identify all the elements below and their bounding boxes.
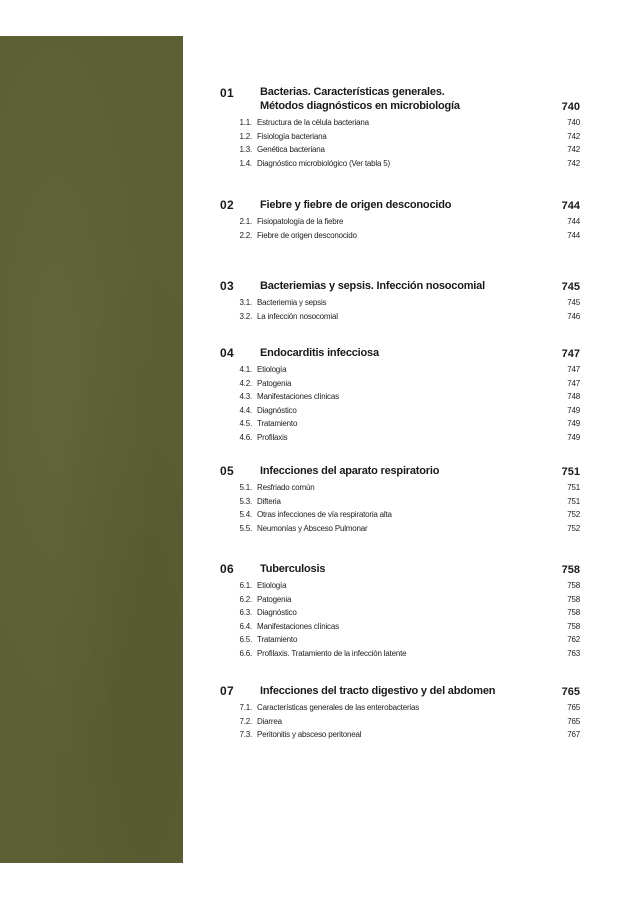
chapter-heading	[220, 464, 580, 478]
chapter-title-line: Infecciones del tracto digestivo y del abdomen	[260, 684, 496, 697]
section-number: 2.2.	[239, 230, 252, 240]
section-row	[220, 715, 580, 729]
section-page-number: 767	[567, 730, 580, 740]
section-page-number: 740	[567, 118, 580, 127]
section-row	[220, 157, 580, 171]
section-title: Neumonías y Absceso Pulmonar	[257, 523, 368, 533]
section-title: Difteria	[257, 496, 281, 506]
section-page-number: 758	[567, 608, 580, 618]
chapter-title	[260, 199, 540, 213]
section-page-number: 749	[567, 419, 580, 429]
side-color-panel	[0, 36, 183, 863]
section-row	[220, 143, 580, 157]
chapter-page-number: 758	[561, 564, 580, 576]
section-title: Resfriado común	[257, 483, 315, 492]
chapter-title	[260, 347, 540, 361]
section-number: 6.2.	[239, 594, 252, 604]
section-title: La infección nosocomial	[257, 311, 338, 321]
section-row	[220, 701, 580, 715]
chapter-05	[220, 464, 580, 535]
chapter-page-number: 740	[561, 101, 580, 113]
chapter-heading	[220, 346, 580, 360]
chapter-number: 03	[220, 279, 234, 293]
section-number: 5.4.	[239, 510, 252, 520]
section-title: Diagnóstico microbiológico (Ver tabla 5)	[257, 158, 390, 168]
section-number: 5.5.	[239, 523, 252, 533]
section-title: Tratamiento	[257, 635, 298, 645]
section-page-number: 744	[567, 217, 580, 226]
section-row	[220, 647, 580, 661]
section-number: 6.1.	[239, 581, 252, 590]
section-list	[220, 701, 580, 742]
section-title: Diarrea	[257, 716, 282, 726]
chapter-title	[260, 465, 540, 479]
chapter-page-number: 744	[561, 200, 580, 212]
section-page-number: 749	[567, 432, 580, 442]
section-number: 3.2.	[239, 311, 252, 321]
section-title: Fisiología bacteriana	[257, 131, 327, 141]
section-row	[220, 404, 580, 418]
section-page-number: 758	[567, 581, 580, 590]
section-row	[220, 633, 580, 647]
section-page-number: 748	[567, 392, 580, 402]
section-number: 6.5.	[239, 635, 252, 645]
section-row	[220, 728, 580, 742]
section-list	[220, 363, 580, 445]
section-title: Características generales de las enterobacterias	[257, 703, 420, 712]
section-number: 4.5.	[239, 419, 252, 429]
chapter-heading	[220, 279, 580, 293]
section-list	[220, 215, 580, 242]
chapter-heading	[220, 86, 580, 113]
section-page-number: 758	[567, 594, 580, 604]
section-number: 4.2.	[239, 378, 252, 388]
section-page-number: 745	[567, 298, 580, 307]
section-row	[220, 417, 580, 431]
section-page-number: 747	[567, 378, 580, 388]
section-page-number: 744	[567, 230, 580, 240]
section-title: Bacteriemia y sepsis	[257, 298, 327, 307]
section-number: 4.4.	[239, 405, 252, 415]
chapter-page-number: 765	[561, 686, 580, 698]
section-row	[220, 620, 580, 634]
chapter-title	[260, 685, 540, 699]
section-number: 3.1.	[239, 298, 252, 307]
chapter-page-number: 751	[561, 466, 580, 478]
chapter-title-line: Bacterias. Características generales.	[260, 86, 445, 98]
section-page-number: 751	[567, 483, 580, 492]
section-title: Profilaxis. Tratamiento de la infección latente	[257, 648, 407, 658]
section-number: 6.4.	[239, 621, 252, 631]
section-row	[220, 606, 580, 620]
section-title: Genética bacteriana	[257, 145, 325, 155]
section-page-number: 751	[567, 496, 580, 506]
section-number: 1.4.	[239, 158, 252, 168]
section-row	[220, 495, 580, 509]
section-row	[220, 431, 580, 445]
section-title: Etiología	[257, 365, 287, 374]
section-row	[220, 579, 580, 593]
section-list	[220, 296, 580, 323]
section-list	[220, 116, 580, 170]
chapter-title	[260, 280, 540, 294]
section-number: 4.6.	[239, 432, 252, 442]
section-row	[220, 310, 580, 324]
section-number: 4.1.	[239, 365, 252, 374]
section-row	[220, 593, 580, 607]
section-page-number: 765	[567, 703, 580, 712]
chapter-number: 07	[220, 684, 234, 698]
section-row	[220, 522, 580, 536]
section-number: 1.2.	[239, 131, 252, 141]
section-number: 7.1.	[239, 703, 252, 712]
section-title: Manifestaciones clínicas	[257, 392, 339, 402]
chapter-title-line: Tuberculosis	[260, 562, 326, 575]
chapter-page-number: 745	[561, 281, 580, 293]
section-title: Diagnóstico	[257, 608, 297, 618]
chapter-title	[260, 86, 540, 113]
section-row	[220, 377, 580, 391]
section-row	[220, 481, 580, 495]
section-page-number: 752	[567, 523, 580, 533]
section-row	[220, 390, 580, 404]
section-number: 4.3.	[239, 392, 252, 402]
section-number: 2.1.	[239, 217, 252, 226]
section-title: Otras infecciones de vía respiratoria alta	[257, 510, 392, 520]
chapter-page-number: 747	[561, 348, 580, 360]
section-page-number: 742	[567, 131, 580, 141]
chapter-heading	[220, 198, 580, 212]
chapter-07	[220, 684, 580, 742]
section-page-number: 747	[567, 365, 580, 374]
section-page-number: 742	[567, 158, 580, 168]
section-title: Profilaxis	[257, 432, 288, 442]
section-page-number: 752	[567, 510, 580, 520]
chapter-title-line: Infecciones del aparato respiratorio	[260, 464, 440, 477]
section-number: 6.3.	[239, 608, 252, 618]
section-page-number: 763	[567, 648, 580, 658]
chapter-04	[220, 346, 580, 445]
chapter-heading	[220, 684, 580, 698]
section-page-number: 746	[567, 311, 580, 321]
section-page-number: 765	[567, 716, 580, 726]
section-row	[220, 363, 580, 377]
chapter-number: 05	[220, 464, 234, 478]
section-number: 1.1.	[239, 118, 252, 127]
section-title: Estructura de la célula bacteriana	[257, 118, 369, 127]
chapter-title-line: Bacteriemias y sepsis. Infección nosocomial	[260, 279, 485, 292]
chapter-03	[220, 279, 580, 323]
section-row	[220, 229, 580, 243]
section-row	[220, 130, 580, 144]
chapter-number: 04	[220, 346, 234, 360]
section-page-number: 758	[567, 621, 580, 631]
section-number: 1.3.	[239, 145, 252, 155]
section-number: 7.3.	[239, 730, 252, 740]
chapter-title-line: Endocarditis infecciosa	[260, 346, 379, 359]
section-number: 5.3.	[239, 496, 252, 506]
chapter-heading	[220, 562, 580, 576]
chapter-01	[220, 86, 580, 170]
section-page-number: 749	[567, 405, 580, 415]
section-title: Patogenia	[257, 594, 292, 604]
chapter-title	[260, 563, 540, 577]
section-title: Manifestaciones clínicas	[257, 621, 339, 631]
section-page-number: 762	[567, 635, 580, 645]
section-title: Etiología	[257, 581, 287, 590]
section-row	[220, 296, 580, 310]
chapter-title-line: Métodos diagnósticos en microbiología	[260, 99, 460, 112]
section-number: 7.2.	[239, 716, 252, 726]
section-page-number: 742	[567, 145, 580, 155]
section-title: Fisiopatología de la fiebre	[257, 217, 344, 226]
section-row	[220, 116, 580, 130]
section-title: Fiebre de origen desconocido	[257, 230, 357, 240]
chapter-02	[220, 198, 580, 242]
chapter-number: 06	[220, 562, 234, 576]
chapter-title-line: Fiebre y fiebre de origen desconocido	[260, 198, 452, 211]
section-title: Tratamiento	[257, 419, 298, 429]
section-number: 5.1.	[239, 483, 252, 492]
section-list	[220, 579, 580, 661]
chapter-number: 01	[220, 86, 234, 100]
section-row	[220, 215, 580, 229]
section-title: Patogenia	[257, 378, 292, 388]
section-title: Peritonitis y absceso peritoneal	[257, 730, 362, 740]
chapter-number: 02	[220, 198, 234, 212]
section-row	[220, 508, 580, 522]
section-number: 6.6.	[239, 648, 252, 658]
section-list	[220, 481, 580, 535]
chapter-06	[220, 562, 580, 661]
section-title: Diagnóstico	[257, 405, 297, 415]
